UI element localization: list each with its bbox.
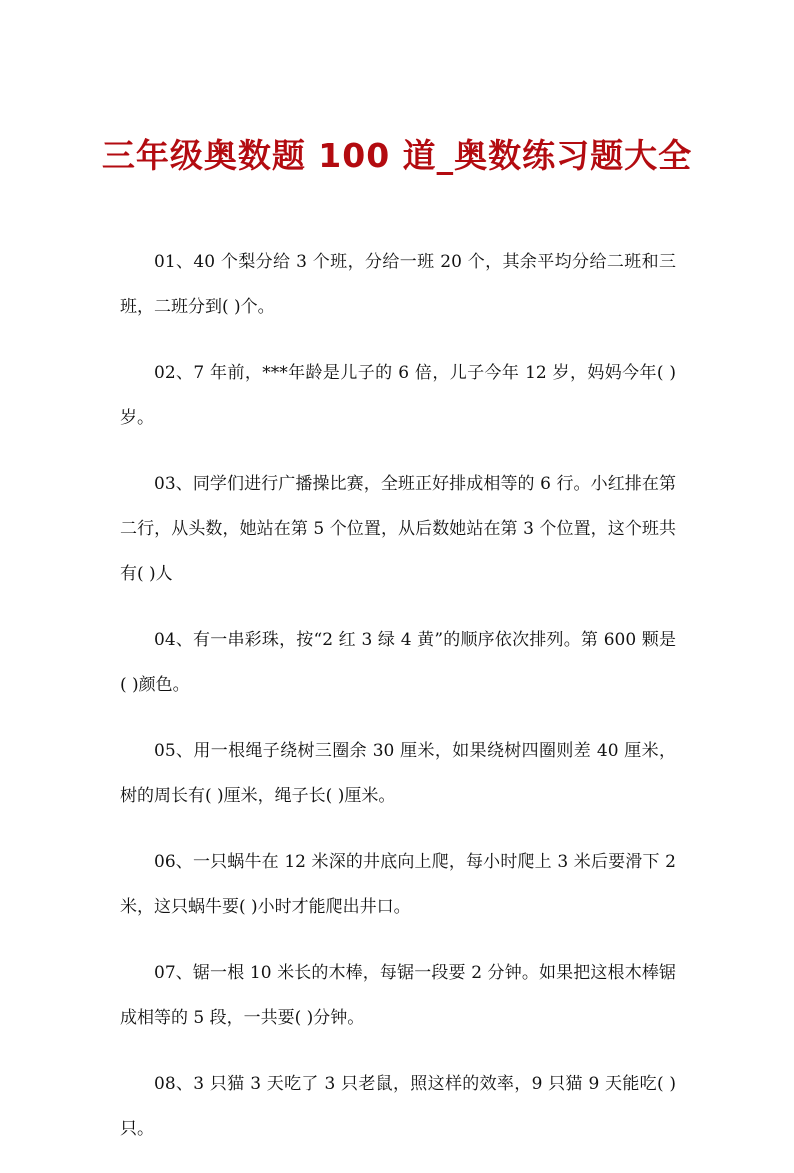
question-01: 01、40 个梨分给 3 个班，分给一班 20 个，其余平均分给二班和三班，二班分到( )个。 [120, 252, 676, 317]
question-08: 08、3 只猫 3 天吃了 3 只老鼠，照这样的效率，9 只猫 9 天能吃( ) 只。 [120, 1074, 676, 1139]
question-04: 04、有一串彩珠，按“2 红 3 绿 4 黄”的顺序依次排列。第 600 颗是( )颜色。 [120, 630, 676, 695]
question-02: 02、7 年前，***年龄是儿子的 6 倍，儿子今年 12 岁，妈妈今年( )岁。 [120, 363, 676, 428]
question-05: 05、用一根绳子绕树三圈余 30 厘米，如果绕树四圈则差 40 厘米，树的周长有( )厘米，绳子长( )厘米。 [120, 741, 676, 806]
question-03: 03、同学们进行广播操比赛，全班正好排成相等的 6 行。小红排在第二行，从头数，她站在第 5 个位置，从后数她站在第 3 个位置，这个班共有( )人 [120, 474, 676, 584]
question-07: 07、锯一根 10 米长的木棒，每锯一段要 2 分钟。如果把这根木棒锯成相等的 5 段，一共要( )分钟。 [120, 963, 676, 1028]
question-06: 06、一只蜗牛在 12 米深的井底向上爬，每小时爬上 3 米后要滑下 2 米，这只蜗牛要( )小时才能爬出井口。 [120, 852, 676, 917]
question-list [120, 240, 676, 1173]
document-title: 三年级奥数题 100 道_奥数练习题大全 [101, 136, 693, 175]
